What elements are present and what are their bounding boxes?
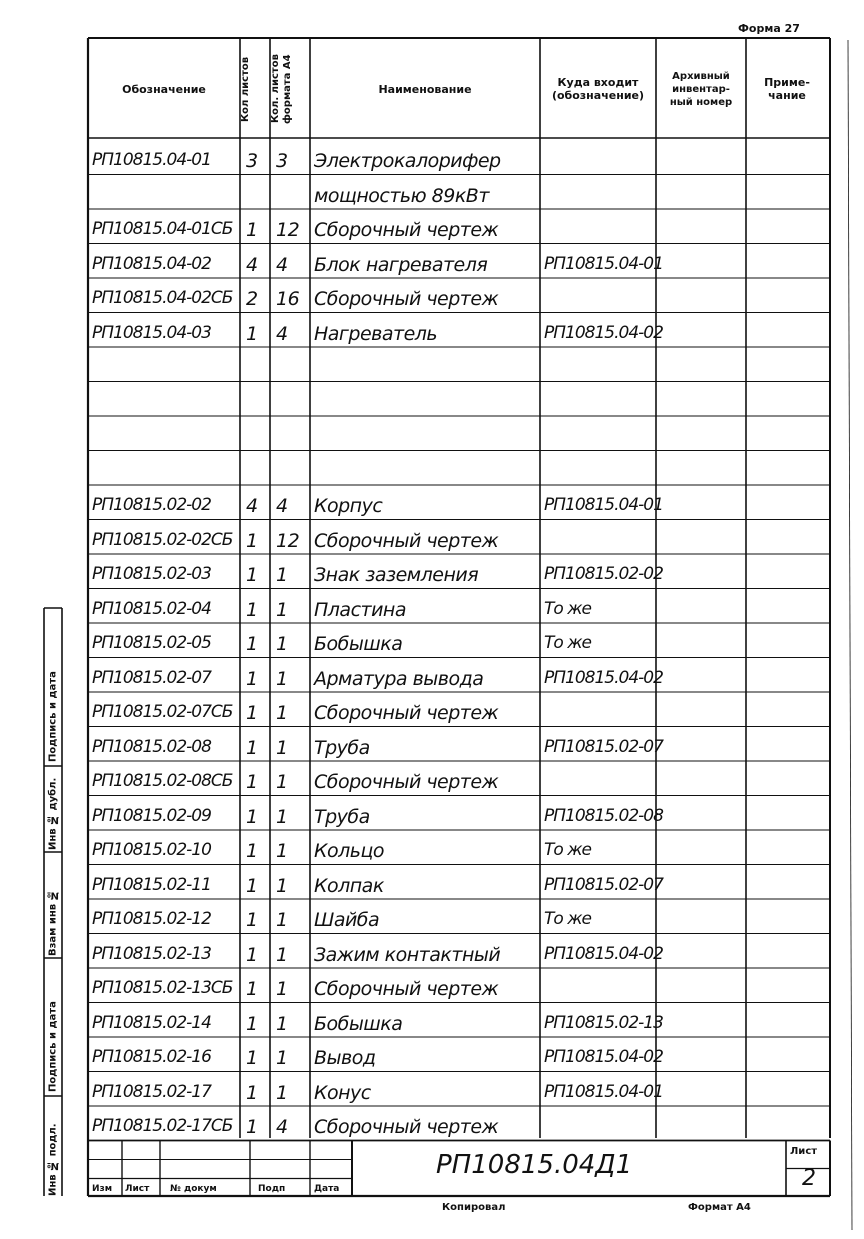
- where-used-cell: РП10815.04-02: [544, 667, 663, 688]
- sheet-count-cell: 1: [246, 978, 258, 1000]
- sheet-count-cell: 1: [246, 771, 258, 793]
- designation-cell: РП10815.04-02: [92, 253, 211, 274]
- name-cell: Сборочный чертеж: [314, 771, 499, 793]
- designation-cell: РП10815.02-02: [92, 495, 211, 515]
- sheet-count-cell: 4: [246, 253, 258, 276]
- name-cell: Колпак: [314, 874, 384, 897]
- designation-cell: РП10815.02-13СБ: [92, 978, 233, 998]
- a4-count-cell: 12: [276, 219, 300, 241]
- name-cell: Сборочный чертеж: [314, 702, 499, 724]
- header-name: Наименование: [378, 82, 472, 96]
- a4-count-cell: 4: [276, 322, 288, 345]
- sheet-number: 2: [802, 1166, 816, 1191]
- side-label-vzam-inv: Взам инв №: [47, 889, 59, 956]
- name-cell: Бобышка: [314, 1012, 403, 1035]
- designation-cell: РП10815.02-07: [92, 667, 211, 688]
- a4-count-cell: 1: [276, 667, 288, 690]
- a4-count-cell: 1: [276, 771, 288, 793]
- side-label-inv-podl: Инв № подл.: [47, 1123, 59, 1196]
- a4-count-cell: 1: [276, 1012, 288, 1035]
- name-cell: Электрокалорифер: [314, 150, 501, 172]
- name-cell: Труба: [314, 736, 370, 759]
- sheet-count-cell: 1: [246, 598, 258, 621]
- sheet-count-cell: 1: [246, 805, 258, 828]
- name-cell: Вывод: [314, 1047, 376, 1069]
- sheet-count-cell: 3: [246, 150, 258, 172]
- designation-cell: РП10815.02-03: [92, 564, 211, 584]
- a4-count-cell: 1: [276, 1081, 288, 1104]
- col-sign: Подп: [258, 1184, 286, 1194]
- name-cell: Сборочный чертеж: [314, 288, 499, 310]
- name-cell: Сборочный чертеж: [314, 1116, 499, 1138]
- name-cell: Зажим контактный: [314, 943, 501, 966]
- name-cell: Сборочный чертеж: [314, 529, 499, 552]
- a4-count-cell: 1: [276, 874, 288, 897]
- a4-count-cell: 1: [276, 1047, 288, 1069]
- a4-count-cell: 12: [276, 529, 300, 552]
- side-label-sign-date-2: Подпись и дата: [47, 1001, 59, 1092]
- a4-count-cell: 1: [276, 598, 288, 621]
- sheet-count-cell: 1: [246, 1047, 258, 1069]
- designation-cell: РП10815.04-03: [92, 322, 211, 343]
- name-cell: Пластина: [314, 598, 407, 621]
- col-list: Лист: [125, 1184, 150, 1194]
- designation-cell: РП10815.02-05: [92, 633, 211, 653]
- where-used-cell: РП10815.04-01: [544, 495, 663, 515]
- form-label: Форма 27: [738, 22, 800, 35]
- sheet-count-cell: 1: [246, 840, 258, 862]
- designation-cell: РП10815.02-13: [92, 943, 211, 964]
- header-where-used: Куда входит (обозначение): [551, 76, 645, 102]
- name-cell: Бобышка: [314, 633, 403, 655]
- designation-cell: РП10815.02-14: [92, 1012, 211, 1033]
- where-used-cell: РП10815.04-02: [544, 943, 663, 964]
- designation-cell: РП10815.04-02СБ: [92, 288, 233, 308]
- where-used-cell: РП10815.04-02: [544, 1047, 663, 1067]
- sheet-count-cell: 2: [246, 288, 258, 310]
- designation-cell: РП10815.02-02СБ: [92, 529, 233, 550]
- a4-count-cell: 1: [276, 840, 288, 862]
- name-cell: Знак заземления: [314, 564, 479, 586]
- name-cell: Сборочный чертеж: [314, 978, 499, 1000]
- a4-count-cell: 1: [276, 702, 288, 724]
- a4-count-cell: 4: [276, 1116, 288, 1138]
- where-used-cell: РП10815.02-07: [544, 874, 663, 895]
- col-izm: Изм: [92, 1184, 113, 1194]
- where-used-cell: РП10815.02-07: [544, 736, 663, 757]
- header-a4-count: Кол. листов формата А4: [270, 54, 293, 124]
- a4-count-cell: 1: [276, 805, 288, 828]
- sheet-count-cell: 1: [246, 736, 258, 759]
- sheet-count-cell: 1: [246, 633, 258, 655]
- designation-cell: РП10815.02-12: [92, 909, 211, 929]
- name-cell: Шайба: [314, 909, 380, 931]
- sheet-count-cell: 1: [246, 667, 258, 690]
- where-used-cell: РП10815.02-13: [544, 1012, 663, 1033]
- side-label-sign-date-1: Подпись и дата: [47, 671, 59, 762]
- a4-count-cell: 4: [276, 253, 288, 276]
- where-used-cell: То же: [544, 909, 591, 929]
- a4-count-cell: 1: [276, 943, 288, 966]
- footer-format: Формат А4: [688, 1202, 751, 1213]
- name-cell: мощностью 89кВт: [314, 184, 489, 207]
- name-cell: Труба: [314, 805, 370, 828]
- footer-copied: Копировал: [442, 1202, 506, 1213]
- a4-count-cell: 1: [276, 978, 288, 1000]
- a4-count-cell: 1: [276, 736, 288, 759]
- col-doc: № докум: [170, 1184, 217, 1194]
- side-label-inv-dubl: Инв № дубл.: [47, 777, 59, 850]
- designation-cell: РП10815.04-01: [92, 150, 211, 170]
- sheet-count-cell: 1: [246, 1012, 258, 1035]
- designation-cell: РП10815.02-07СБ: [92, 702, 233, 722]
- name-cell: Сборочный чертеж: [314, 219, 499, 241]
- header-sheet-count: Кол листов: [240, 56, 251, 122]
- header-archive: Архивный инвентар- ный номер: [669, 70, 733, 108]
- sheet-count-cell: 1: [246, 1081, 258, 1104]
- designation-cell: РП10815.02-17СБ: [92, 1116, 233, 1136]
- where-used-cell: РП10815.04-02: [544, 322, 663, 343]
- sheet-count-cell: 1: [246, 564, 258, 586]
- sheet-count-cell: 1: [246, 702, 258, 724]
- name-cell: Блок нагревателя: [314, 253, 488, 276]
- sheet-count-cell: 1: [246, 219, 258, 241]
- a4-count-cell: 3: [276, 150, 288, 172]
- name-cell: Конус: [314, 1081, 371, 1104]
- where-used-cell: РП10815.04-01: [544, 253, 663, 274]
- a4-count-cell: 4: [276, 495, 288, 517]
- designation-cell: РП10815.02-11: [92, 874, 211, 895]
- designation-cell: РП10815.02-08СБ: [92, 771, 233, 791]
- where-used-cell: РП10815.02-08: [544, 805, 663, 826]
- a4-count-cell: 1: [276, 564, 288, 586]
- a4-count-cell: 16: [276, 288, 300, 310]
- name-cell: Корпус: [314, 495, 383, 517]
- sheet-count-cell: 1: [246, 322, 258, 345]
- designation-cell: РП10815.04-01СБ: [92, 219, 233, 239]
- header-designation: Обозначение: [122, 82, 206, 96]
- sheet-label: Лист: [790, 1146, 818, 1157]
- sheet-count-cell: 1: [246, 943, 258, 966]
- header-note: Приме- чание: [764, 76, 810, 102]
- sheet-count-cell: 1: [246, 1116, 258, 1138]
- sheet-count-cell: 1: [246, 529, 258, 552]
- name-cell: Кольцо: [314, 840, 385, 862]
- where-used-cell: То же: [544, 840, 591, 860]
- sheet-count-cell: 1: [246, 874, 258, 897]
- where-used-cell: То же: [544, 633, 591, 653]
- a4-count-cell: 1: [276, 909, 288, 931]
- where-used-cell: РП10815.02-02: [544, 564, 663, 584]
- name-cell: Арматура вывода: [314, 667, 484, 690]
- sheet-count-cell: 1: [246, 909, 258, 931]
- a4-count-cell: 1: [276, 633, 288, 655]
- grid-line: [848, 40, 852, 1230]
- designation-cell: РП10815.02-10: [92, 840, 211, 860]
- where-used-cell: То же: [544, 598, 591, 619]
- designation-cell: РП10815.02-09: [92, 805, 211, 826]
- designation-cell: РП10815.02-17: [92, 1081, 211, 1102]
- where-used-cell: РП10815.04-01: [544, 1081, 663, 1102]
- sheet-count-cell: 4: [246, 495, 258, 517]
- designation-cell: РП10815.02-08: [92, 736, 211, 757]
- col-date: Дата: [314, 1184, 340, 1194]
- designation-cell: РП10815.02-04: [92, 598, 211, 619]
- name-cell: Нагреватель: [314, 322, 438, 345]
- designation-cell: РП10815.02-16: [92, 1047, 211, 1067]
- doc-code: РП10815.04Д1: [436, 1150, 633, 1180]
